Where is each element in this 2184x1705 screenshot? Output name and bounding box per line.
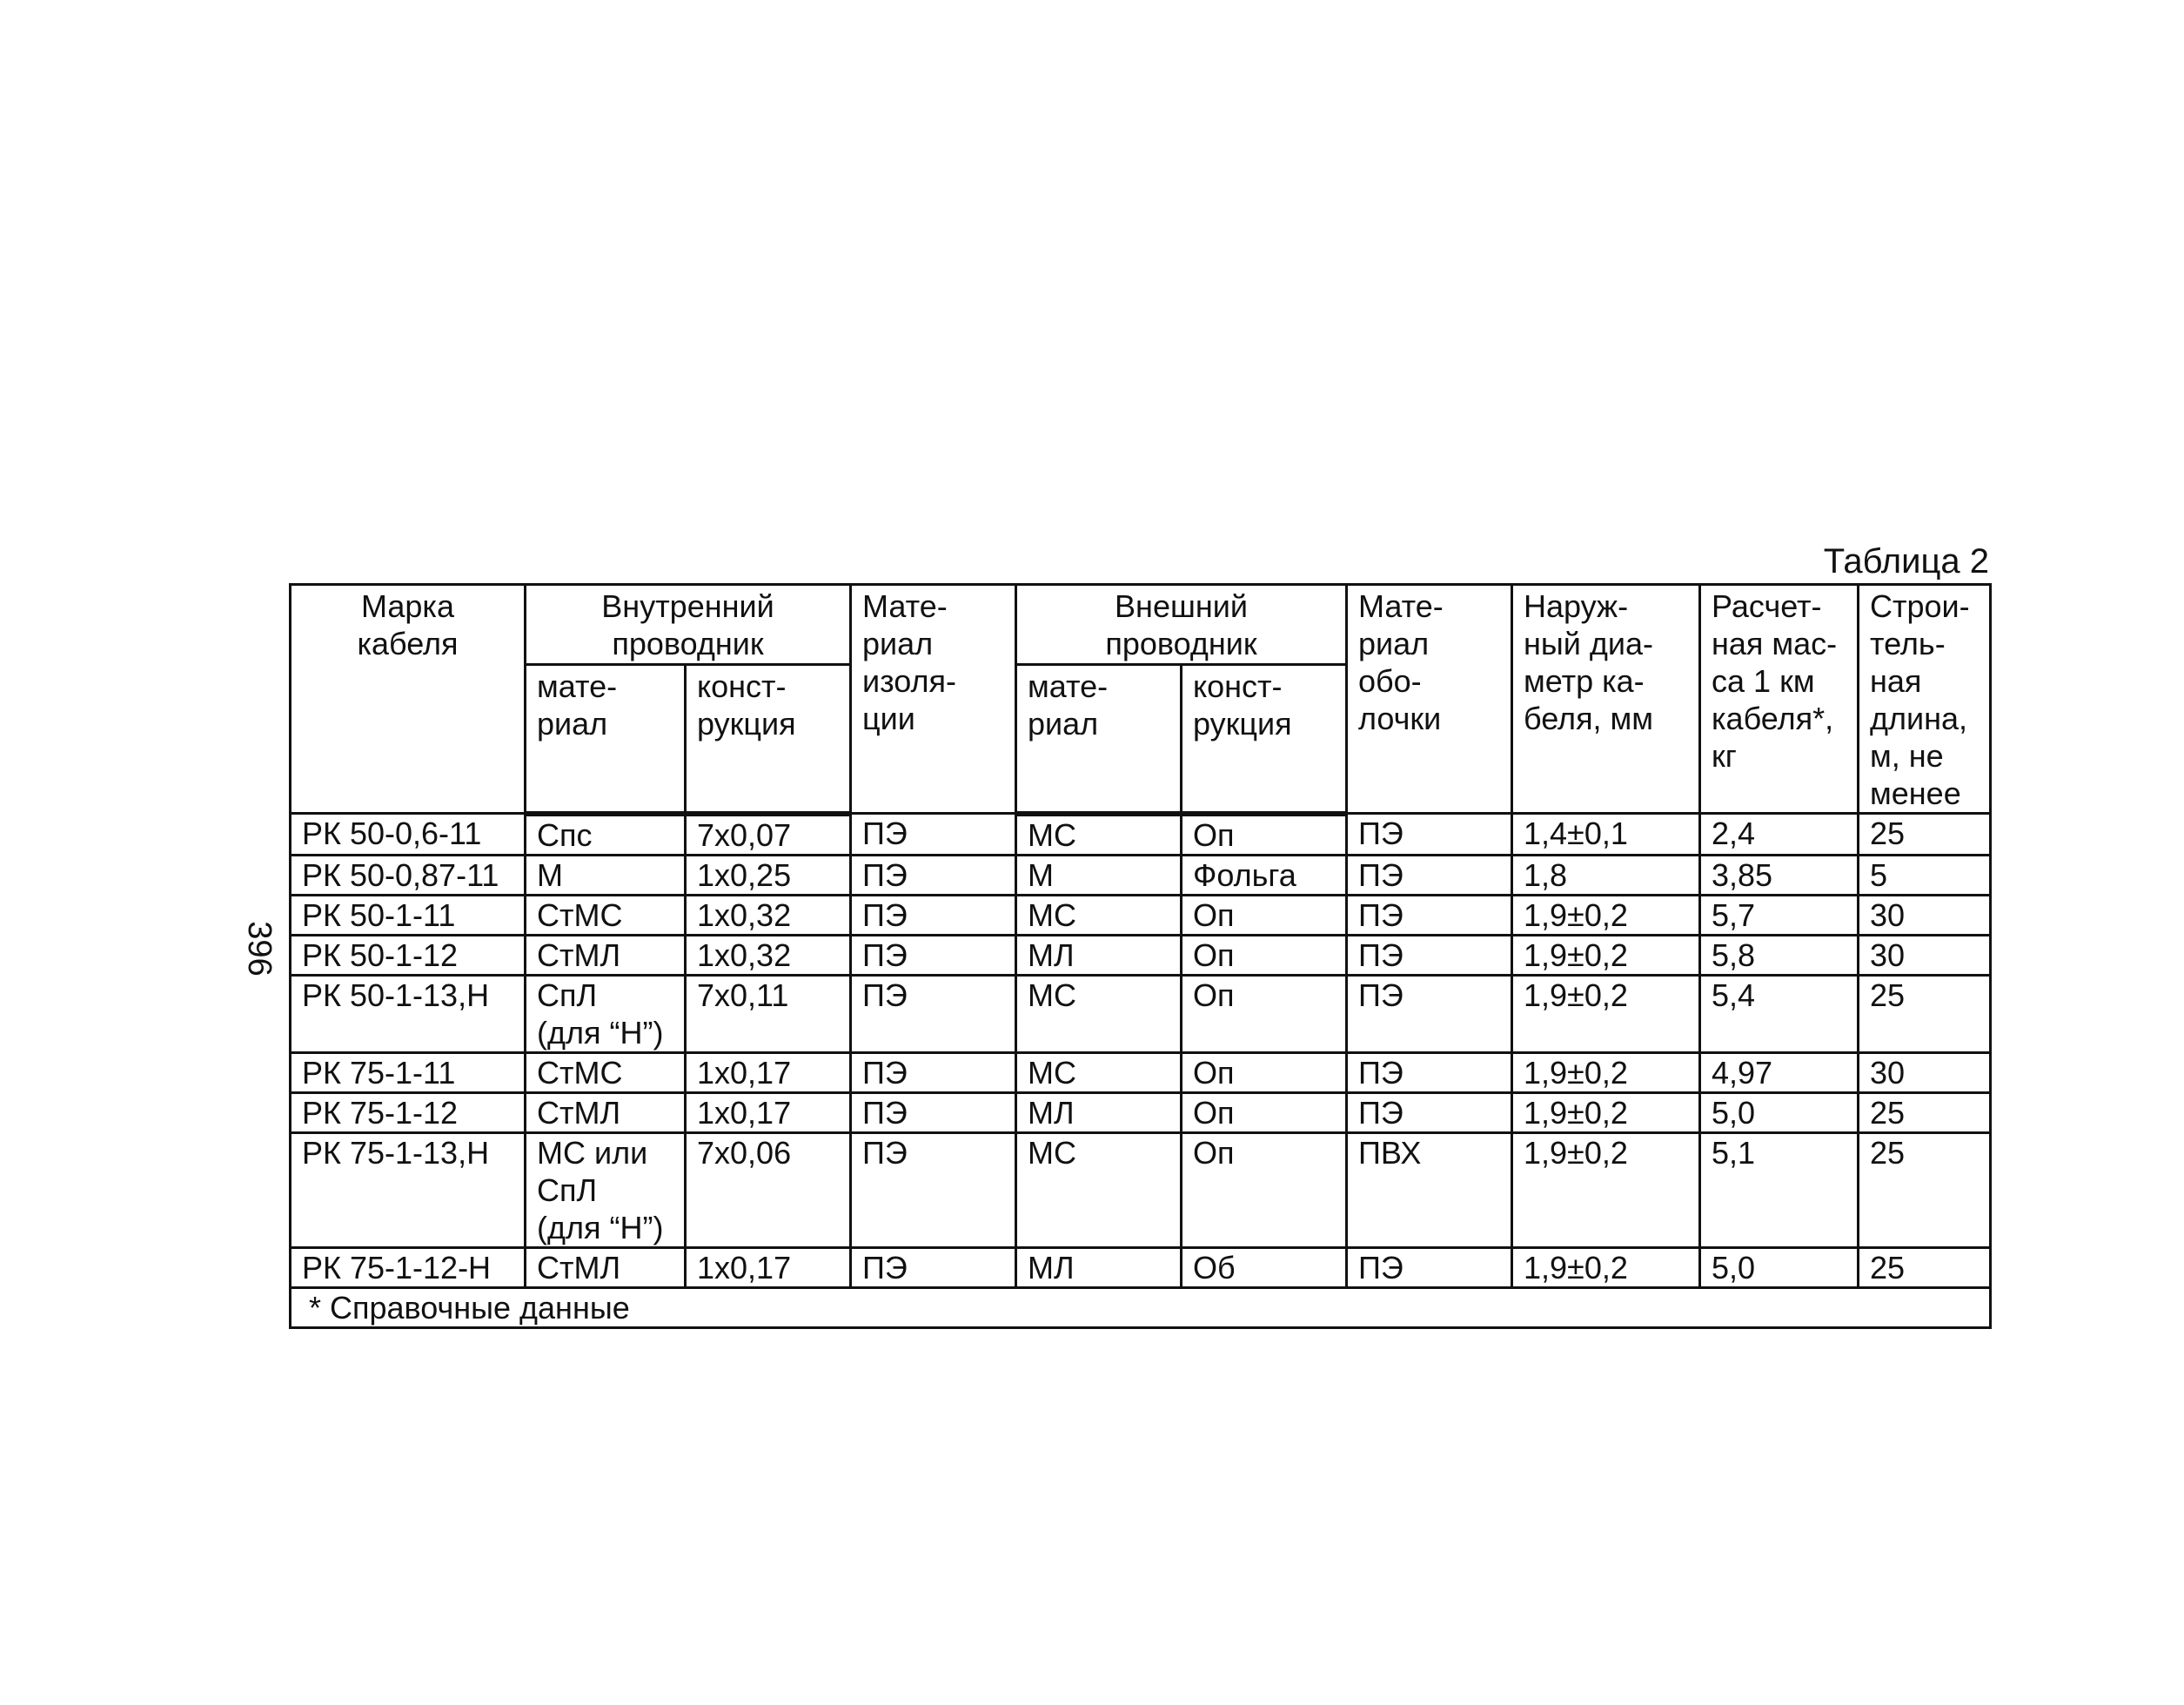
cell-insulation: ПЭ [851,895,1016,935]
cell-mass: 5,8 [1700,935,1859,975]
cell-inner-material: СтМЛ [526,1092,686,1132]
table-row [291,1052,1991,1092]
table-row [291,895,1991,935]
cell-outer-material: МС [1016,814,1182,856]
cell-mass: 4,97 [1700,1052,1859,1092]
cell-inner-construction: 1х0,25 [686,855,851,895]
cell-outer-construction: Оп [1182,1052,1347,1092]
cell-insulation: ПЭ [851,1092,1016,1132]
table-row [291,814,1991,856]
cell-length: 25 [1859,814,1991,856]
table-row [291,1092,1991,1132]
cell-sheath: ПЭ [1347,895,1512,935]
cell-brand: РК 75-1-11 [291,1052,526,1092]
header-outer-conductor: Внешний проводник [1016,585,1347,665]
cell-inner-construction: 7х0,11 [686,975,851,1052]
cell-brand: РК 50-0,6-11 [291,814,526,856]
footnote: * Справочные данные [291,1287,1991,1327]
cell-outer-material: МС [1016,895,1182,935]
cell-inner-material: СтМС [526,1052,686,1092]
table-row [291,855,1991,895]
header-brand: Марка кабеля [291,585,526,814]
cell-outer-material: МЛ [1016,935,1182,975]
table-body [291,814,1991,1288]
cell-sheath: ПЭ [1347,814,1512,856]
cell-length: 25 [1859,1132,1991,1247]
cell-insulation: ПЭ [851,975,1016,1052]
cell-outer-construction: Об [1182,1247,1347,1287]
cell-diameter: 1,9±0,2 [1512,895,1700,935]
cell-outer-material: МЛ [1016,1092,1182,1132]
table-row [291,975,1991,1052]
cell-length: 25 [1859,1092,1991,1132]
cell-inner-construction: 1х0,32 [686,895,851,935]
cell-length: 25 [1859,975,1991,1052]
cell-insulation: ПЭ [851,1052,1016,1092]
cell-inner-construction: 7х0,07 [686,814,851,856]
header-inner-material: мате- риал [526,664,686,813]
cell-inner-construction: 7х0,06 [686,1132,851,1247]
cell-inner-construction: 1х0,32 [686,935,851,975]
cell-inner-material: СтМЛ [526,1247,686,1287]
page-number: 396 [241,921,278,977]
cell-length: 25 [1859,1247,1991,1287]
cell-sheath: ПЭ [1347,1052,1512,1092]
cell-diameter: 1,4±0,1 [1512,814,1700,856]
table-row [291,1247,1991,1287]
cell-diameter: 1,9±0,2 [1512,1052,1700,1092]
cell-length: 5 [1859,855,1991,895]
cell-length: 30 [1859,935,1991,975]
cell-mass: 5,1 [1700,1132,1859,1247]
cell-inner-material: М [526,855,686,895]
table-row [291,1132,1991,1247]
header-inner-construction: конст- рукция [686,664,851,813]
cell-outer-construction: Оп [1182,975,1347,1052]
cell-outer-construction: Оп [1182,1092,1347,1132]
table-row [291,935,1991,975]
cell-sheath: ПЭ [1347,855,1512,895]
cell-inner-construction: 1х0,17 [686,1092,851,1132]
cell-brand: РК 75-1-13,Н [291,1132,526,1247]
header-outer-material: мате- риал [1016,664,1182,813]
cell-mass: 5,4 [1700,975,1859,1052]
table-header [291,585,1991,814]
cell-insulation: ПЭ [851,855,1016,895]
cable-table [289,583,1992,1329]
cell-outer-construction: Оп [1182,895,1347,935]
cell-mass: 5,7 [1700,895,1859,935]
header-inner-conductor: Внутренний проводник [526,585,851,665]
cell-outer-material: МЛ [1016,1247,1182,1287]
header-mass: Расчет- ная мас- са 1 км кабеля*, кг [1700,585,1859,814]
cell-mass: 2,4 [1700,814,1859,856]
cell-outer-material: МС [1016,975,1182,1052]
cell-outer-material: МС [1016,1052,1182,1092]
cell-diameter: 1,9±0,2 [1512,1092,1700,1132]
cell-inner-material: СтМЛ [526,935,686,975]
header-insulation-material: Мате- риал изоля- ции [851,585,1016,814]
header-outer-construction: конст- рукция [1182,664,1347,813]
cell-inner-material: СпЛ (для “Н”) [526,975,686,1052]
cell-sheath: ПЭ [1347,1247,1512,1287]
header-outer-diameter: Наруж- ный диа- метр ка- беля, мм [1512,585,1700,814]
cell-mass: 3,85 [1700,855,1859,895]
cell-inner-construction: 1х0,17 [686,1247,851,1287]
cell-outer-material: МС [1016,1132,1182,1247]
cell-outer-construction: Оп [1182,814,1347,856]
cell-insulation: ПЭ [851,814,1016,856]
cell-diameter: 1,8 [1512,855,1700,895]
cell-brand: РК 75-1-12-Н [291,1247,526,1287]
cell-inner-material: СтМС [526,895,686,935]
cell-outer-construction: Оп [1182,935,1347,975]
cell-mass: 5,0 [1700,1247,1859,1287]
cell-sheath: ПЭ [1347,1092,1512,1132]
cell-insulation: ПЭ [851,1247,1016,1287]
table-caption: Таблица 2 [1823,542,1989,581]
cell-inner-material: МС или СпЛ (для “Н”) [526,1132,686,1247]
cell-brand: РК 50-1-13,Н [291,975,526,1052]
cell-mass: 5,0 [1700,1092,1859,1132]
cell-insulation: ПЭ [851,1132,1016,1247]
cell-diameter: 1,9±0,2 [1512,1247,1700,1287]
cell-outer-construction: Фольга [1182,855,1347,895]
cell-inner-construction: 1х0,17 [686,1052,851,1092]
cell-brand: РК 50-1-11 [291,895,526,935]
header-length: Строи- тель- ная длина, м, не менее [1859,585,1991,814]
cell-brand: РК 50-1-12 [291,935,526,975]
cell-sheath: ПЭ [1347,935,1512,975]
cell-brand: РК 75-1-12 [291,1092,526,1132]
cell-sheath: ПЭ [1347,975,1512,1052]
cell-inner-material: Спс [526,814,686,856]
cell-brand: РК 50-0,87-11 [291,855,526,895]
cell-diameter: 1,9±0,2 [1512,1132,1700,1247]
cell-diameter: 1,9±0,2 [1512,935,1700,975]
cell-outer-material: М [1016,855,1182,895]
header-sheath-material: Мате- риал обо- лочки [1347,585,1512,814]
cell-diameter: 1,9±0,2 [1512,975,1700,1052]
cell-length: 30 [1859,1052,1991,1092]
cell-length: 30 [1859,895,1991,935]
cell-insulation: ПЭ [851,935,1016,975]
cell-sheath: ПВХ [1347,1132,1512,1247]
cell-outer-construction: Оп [1182,1132,1347,1247]
